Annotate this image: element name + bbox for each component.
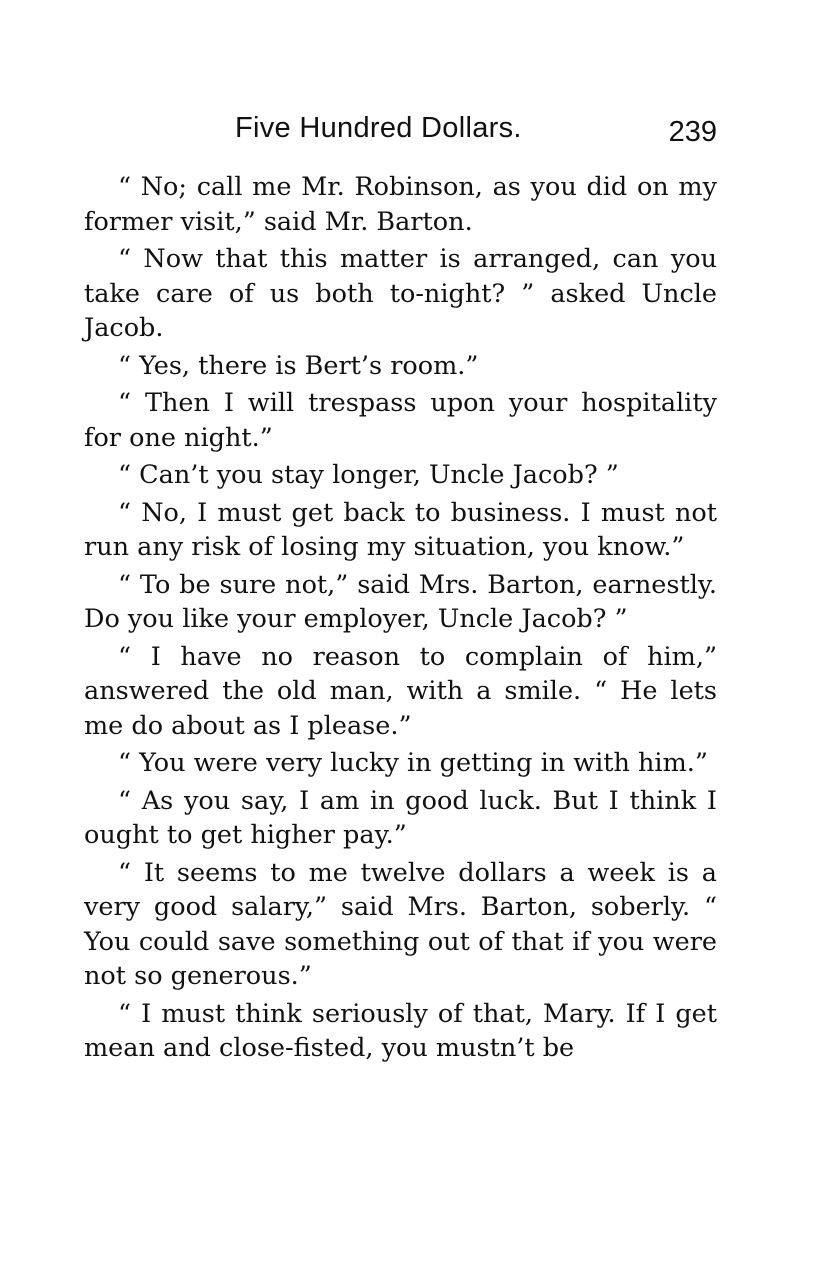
paragraph: “ I must think seriously of that, Mary. If I get mean and close-fisted, you mustn’t be (84, 998, 717, 1063)
paragraph: “ I have no reason to complain of him,” answered the old man, with a smile. “ He lets me do about as I please.” (84, 641, 717, 741)
text-body (84, 170, 717, 1069)
page-number: 239 (668, 116, 717, 148)
paragraph: “ As you say, I am in good luck. But I think I ought to get higher pay.” (84, 785, 717, 850)
paragraph: “ You were very lucky in getting in with him.” (118, 748, 708, 778)
paragraph: “ No, I must get back to business. I must not run any risk of losing my situation, you know.” (84, 497, 717, 562)
page-header (84, 112, 717, 156)
paragraph: “ Then I will trespass upon your hospitality for one night.” (84, 388, 717, 453)
paragraph: “ To be sure not,” said Mrs. Barton, earnestly. Do you like your employer, Uncle Jacob? ” (84, 569, 717, 634)
paragraph: “ No; call me Mr. Robinson, as you did on my former visit,” said Mr. Barton. (84, 172, 717, 237)
paragraph: “ Now that this matter is arranged, can you take care of us both to-night? ” asked Uncle Jacob. (84, 244, 717, 343)
running-title: Five Hundred Dollars. (235, 112, 522, 144)
paragraph: “ Can’t you stay longer, Uncle Jacob? ” (118, 460, 619, 490)
paragraph: “ Yes, there is Bert’s room.” (118, 350, 479, 381)
paragraph: “ It seems to me twelve dollars a week is a very good salary,” said Mrs. Barton, soberly. “ You could save something out of that if you were not so generous.” (84, 857, 717, 991)
